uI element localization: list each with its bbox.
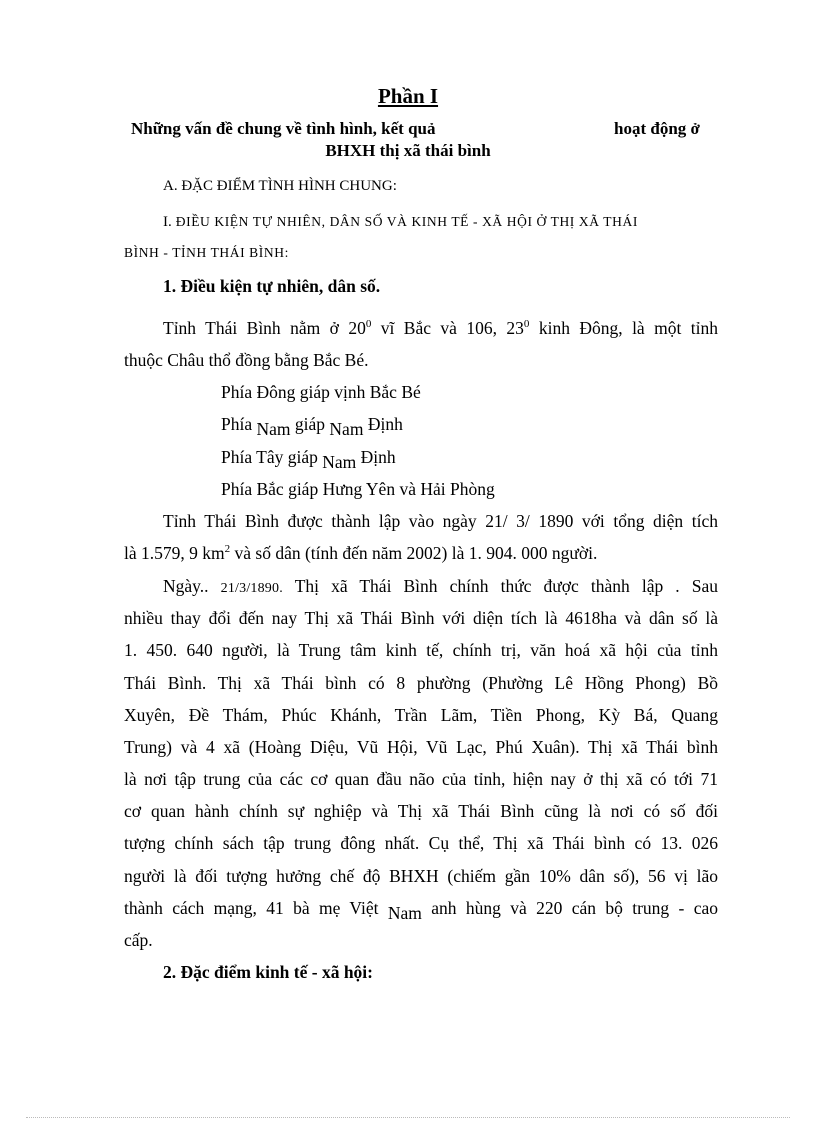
- para3-line10: người là đối tượng hưởng chế độ BHXH (chiếm gần 10% dân số), 56 vị lão: [124, 866, 718, 886]
- page-bottom-divider: [26, 1117, 790, 1118]
- para3-line6: Trung) và 4 xã (Hoàng Diệu, Vũ Hội, Vũ Lạc, Phú Xuân). Thị xã Thái bình: [124, 737, 718, 757]
- section-1-roman: I.: [163, 214, 172, 230]
- subtitle-line2: BHXH thị xã thái bình: [325, 141, 491, 160]
- heading-2: 2. Đặc điểm kinh tế - xã hội:: [163, 962, 373, 982]
- para3-line1: Ngày.. 21/3/1890. Thị xã Thái Bình chính thức được thành lập . Sau: [163, 576, 719, 596]
- para1-line1: Tỉnh Thái Bình nằm ở $20^0$ vĩ Bắc và 106, $23^0$ kinh Đông, là một tỉnh: [163, 318, 718, 338]
- heading-1: 1. Điều kiện tự nhiên, dân số.: [163, 276, 381, 296]
- para3-line8: cơ quan hành chính sự nghiệp và Thị xã Thái Bình cũng là nơi có số đối: [124, 801, 718, 821]
- subtitle-line1-left: Những vấn đề chung về tình hình, kết quả: [131, 119, 436, 138]
- part-title: Phần I: [377, 84, 439, 108]
- para3-line9: tượng chính sách tập trung đông nhất. Cụ thể, Thị xã Thái bình có 13. 026: [124, 833, 718, 853]
- section-a-heading: A. ĐẶC ĐIỂM TÌNH HÌNH CHUNG:: [163, 178, 397, 194]
- para3-line12: cấp.: [124, 930, 153, 950]
- border-east: Phía Đông giáp vịnh Bắc Bé: [221, 382, 421, 402]
- para2-line2: là 1.579, 9 $km^2$ và số dân (tính đến năm 2002) là 1. 904. 000 người.: [124, 543, 598, 563]
- para3-line7: là nơi tập trung của các cơ quan đầu não của tỉnh, hiện nay ở thị xã có tới 71: [124, 769, 718, 789]
- para1-line2: thuộc Châu thổ đồng bằng Bắc Bé.: [124, 350, 369, 370]
- para3-line3: 1. 450. 640 người, là Trung tâm kinh tế, chính trị, văn hoá xã hội của tỉnh: [124, 640, 718, 660]
- para3-line11: thành cách mạng, 41 bà mẹ Việt Nam anh hùng và 220 cán bộ trung - cao: [124, 898, 718, 923]
- subtitle-line1-right: hoạt động ở: [614, 119, 700, 138]
- para3-line5: Xuyên, Đề Thám, Phúc Khánh, Trần Lãm, Tiền Phong, Kỳ Bá, Quang: [124, 705, 718, 725]
- border-south: Phía Nam giáp Nam Định: [221, 414, 403, 439]
- border-north: Phía Bắc giáp Hưng Yên và Hải Phòng: [221, 479, 495, 499]
- para2-line1: Tỉnh Thái Bình được thành lập vào ngày 21/ 3/ 1890 với tổng diện tích: [163, 511, 718, 531]
- para3-line2: nhiều thay đổi đến nay Thị xã Thái Bình với diện tích là 4618ha và dân số là: [124, 608, 718, 628]
- border-west: Phía Tây giáp Nam Định: [221, 447, 396, 472]
- section-1-line1: [163, 213, 691, 231]
- section-1-title-line2: BÌNH - TỈNH THÁI BÌNH:: [124, 245, 289, 260]
- para3-line4: Thái Bình. Thị xã Thái bình có 8 phường (Phường Lê Hồng Phong) Bồ: [124, 673, 718, 693]
- section-1-title-line1: ĐIỀU KIỆN TỰ NHIÊN, DÂN SỐ VÀ KINH TẾ - XÃ HỘI Ở THỊ XÃ THÁI: [175, 214, 638, 229]
